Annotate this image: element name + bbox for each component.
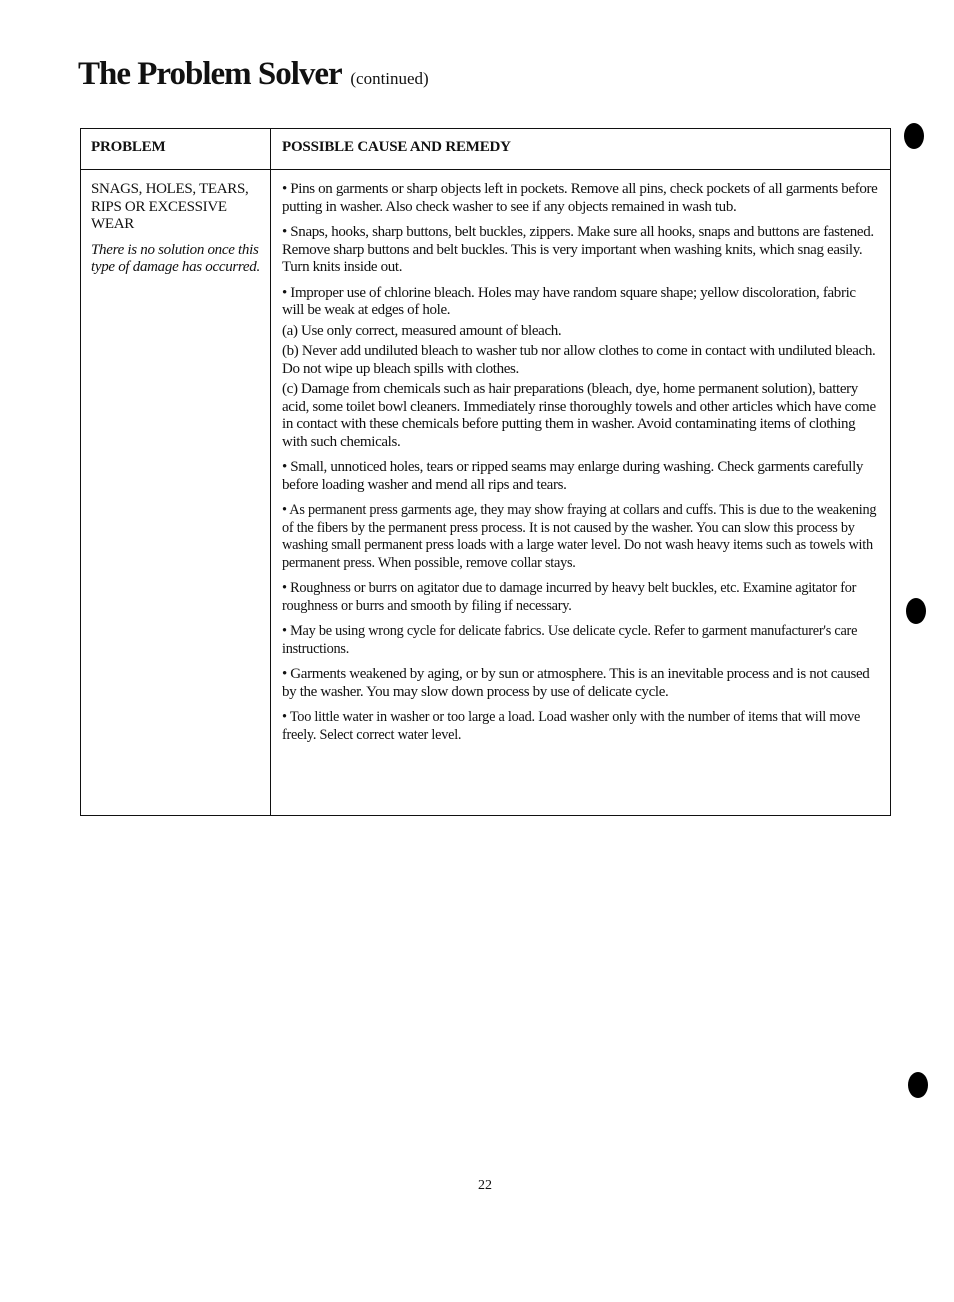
cause-column-header: POSSIBLE CAUSE AND REMEDY — [282, 139, 511, 155]
cause-item — [282, 181, 880, 216]
cause-paragraph: • Improper use of chlorine bleach. Holes may have random square shape; yellow discoloration, fabric will be weak at edges of hole. — [282, 284, 856, 318]
problem-column-header: PROBLEM — [91, 139, 166, 155]
page-title — [78, 58, 429, 91]
binder-hole-mark — [908, 1072, 928, 1098]
problem-note: There is no solution once this type of damage has occurred. — [91, 241, 260, 275]
problem-name: SNAGS, HOLES, TEARS, RIPS OR EXCESSIVE WEAR — [91, 181, 249, 232]
cause-paragraph: • Roughness or burrs on agitator due to damage incurred by heavy belt buckles, etc. Examine agitator for roughness or burrs and smooth by filing if necessary. — [282, 580, 857, 614]
problem-cell — [91, 181, 263, 277]
cause-item — [282, 666, 880, 701]
cause-paragraph: • Garments weakened by aging, or by sun or atmosphere. This is an inevitable process and is not caused by the washer. You may slow down process by use of delicate cycle. — [282, 666, 870, 700]
cause-item — [282, 502, 880, 572]
binder-hole-mark — [906, 598, 926, 624]
cause-paragraph: • Pins on garments or sharp objects left in pockets. Remove all pins, check pockets of all garments before putting in washer. Also check washer to see if any objects remained in wash tub. — [282, 181, 878, 215]
cause-subparagraph: (a) Use only correct, measured amount of bleach. — [282, 322, 562, 339]
cause-item — [282, 623, 880, 658]
binder-hole-mark — [904, 123, 924, 149]
cause-paragraph: • Too little water in washer or too large a load. Load washer only with the number of items that will move freely. Select correct water level. — [282, 709, 861, 743]
page-number: 22 — [478, 1178, 492, 1193]
cause-item — [282, 459, 880, 494]
cause-item — [282, 224, 880, 277]
cause-item — [282, 580, 880, 615]
cause-cell — [282, 181, 880, 752]
header-divider — [81, 169, 890, 170]
page-title-main: The Problem Solver — [78, 56, 342, 92]
problem-solver-table — [80, 128, 891, 816]
column-divider — [270, 129, 271, 815]
cause-subparagraph: (c) Damage from chemicals such as hair preparations (bleach, dye, home permanent solution), battery acid, some toilet bowl cleaners. Immediately rinse thoroughly towels and other articles which have come in contact with these chemicals before putting them in washer. Avoid contaminating items of clothing with such chemicals. — [282, 381, 876, 450]
cause-item — [282, 285, 880, 452]
cause-paragraph: • As permanent press garments age, they may show fraying at collars and cuffs. This is due to the weakening of the fibers by the permanent press process. It is not caused by the washer. You can slow this process by washing small permanent press loads with a large water level. Do not wash heavy items such as towels with permanent press. When possible, remove collar stays. — [282, 502, 877, 571]
cause-paragraph: • Snaps, hooks, sharp buttons, belt buckles, zippers. Make sure all hooks, snaps and buttons are fastened. Remove sharp buttons and belt buckles. This is very important when washing knits, which snag easily. Turn knits inside out. — [282, 224, 874, 275]
cause-paragraph: • Small, unnoticed holes, tears or ripped seams may enlarge during washing. Check garments carefully before loading washer and mend all rips and tears. — [282, 459, 864, 493]
cause-item — [282, 709, 880, 744]
cause-paragraph: • May be using wrong cycle for delicate fabrics. Use delicate cycle. Refer to garment manufacturer's care instructions. — [282, 623, 858, 657]
cause-subparagraph: (b) Never add undiluted bleach to washer tub nor allow clothes to come in contact with undiluted bleach. Do not wipe up bleach spills with clothes. — [282, 343, 876, 377]
page-title-continued: (continued) — [350, 69, 429, 88]
